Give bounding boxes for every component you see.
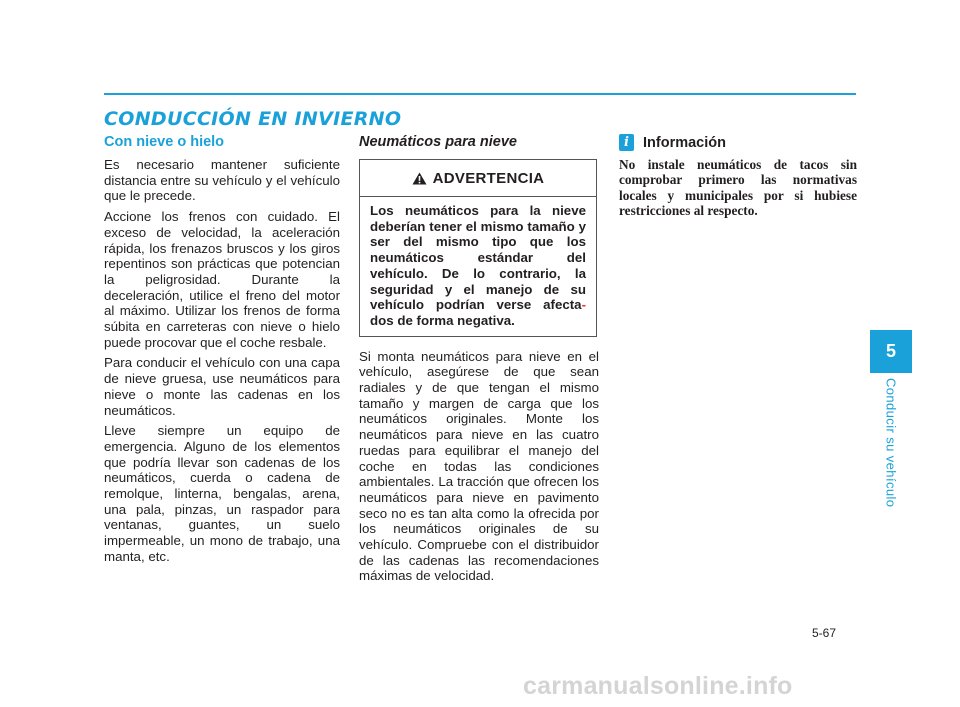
warning-hyphen: - bbox=[581, 297, 586, 313]
chapter-title-vertical bbox=[870, 378, 912, 528]
paragraph: Accione los frenos con cuidado. El exceso de velocidad, la aceleración rápida, los frenazos bruscos y los giros repentinos son prácticas que potencian la peligrosidad. Durante la deceleración, utilice el freno del motor al máximo. Utilizar los frenos de forma súbita en carreteras con nieve o hielo puede procovar que el coche resbale. bbox=[104, 209, 340, 350]
warning-text bbox=[360, 197, 596, 336]
warning-text-end: dos de forma negativa. bbox=[370, 312, 515, 328]
warning-triangle-icon bbox=[412, 172, 427, 185]
top-rule bbox=[104, 93, 856, 95]
info-icon: i bbox=[619, 134, 634, 151]
info-header bbox=[619, 134, 857, 151]
paragraph: Si monta neumáticos para nieve en el vehículo, asegúrese de que sean radiales y de que tengan el mismo tamaño y margen de carga que los neumáticos originales. Monte los neumáticos para nieve en las cuatro ruedas para equilibrar el manejo del coche en todas las condiciones ambientales. La tracción que ofrecen los neumáticos para nieve en pavimento seco no es tan alta como la ofrecida por los neumáticos originales de su vehículo. Compruebe con el distribuidor de las cadenas las recomendaciones máximas de velocidad. bbox=[359, 348, 599, 584]
info-text: No instale neumáticos de tacos sin comprobar primero las normativas locales y municipales por si hubiese restricciones al respecto. bbox=[619, 157, 857, 218]
chapter-title: Conducir su vehículo bbox=[883, 378, 899, 508]
section-title: CONDUCCIÓN EN INVIERNO bbox=[104, 108, 402, 130]
column-snow-ice bbox=[104, 134, 340, 570]
column-snow-tires bbox=[359, 134, 599, 589]
heading-snow-ice: Con nieve o hielo bbox=[104, 134, 225, 150]
paragraph: Lleve siempre un equipo de emergencia. Alguno de los elementos que podría llevar son cadenas de los neumáticos, cuerda o cadena de remolque, linterna, bengalas, arena, una pala, pinzas, un raspador para ventanas, guantes, un suelo impermeable, un mono de trabajo, una manta, etc. bbox=[104, 423, 340, 564]
paragraph: Es necesario mantener suficiente distancia entre su vehículo y el vehículo que le precede. bbox=[104, 157, 340, 204]
warning-box bbox=[359, 159, 597, 337]
warning-text-main: Los neumáticos para la nieve deberían tener el mismo tamaño y ser del mismo tipo que los neumáticos estándar del vehículo. De lo contrario, la seguridad y el manejo de su vehículo podrían verse afecta bbox=[370, 203, 586, 313]
page-number: 5-67 bbox=[812, 626, 837, 640]
warning-header bbox=[360, 160, 596, 197]
chapter-tab: 5 bbox=[870, 330, 912, 373]
watermark: carmanualsonline.info bbox=[523, 672, 793, 700]
paragraph: Para conducir el vehículo con una capa de nieve gruesa, use neumáticos para nieve o monte las cadenas en los neumáticos. bbox=[104, 355, 340, 418]
heading-snow-tires: Neumáticos para nieve bbox=[359, 134, 517, 150]
info-title: Información bbox=[643, 134, 726, 151]
column-information bbox=[619, 134, 857, 218]
warning-label: ADVERTENCIA bbox=[432, 169, 545, 187]
